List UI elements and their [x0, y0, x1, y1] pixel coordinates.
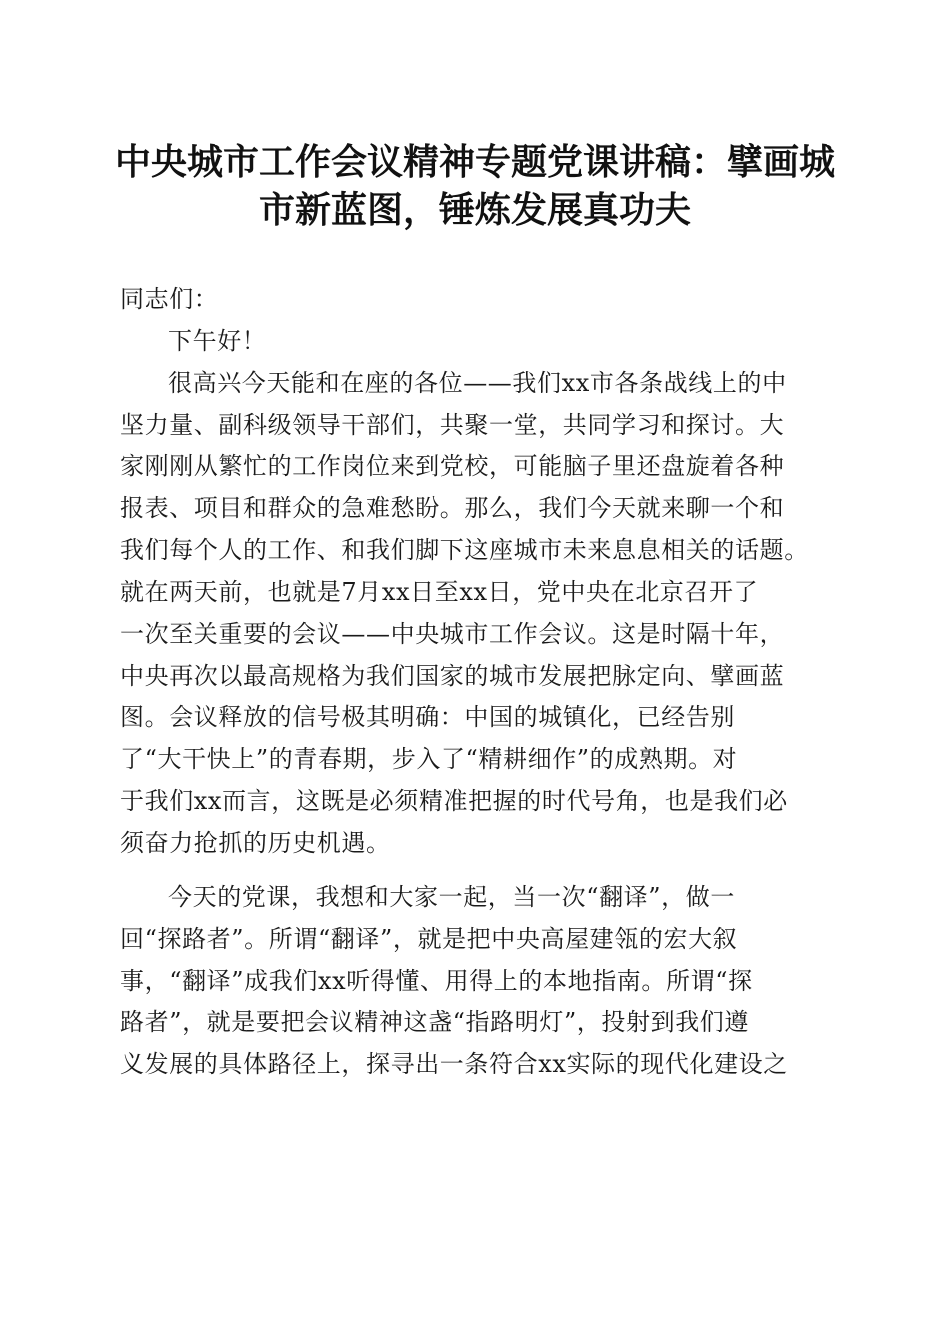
greeting: 下午好！ — [168, 326, 267, 355]
paragraph-line: 义发展的具体路径上，探寻出一条符合xx实际的现代化建设之 — [120, 1050, 788, 1079]
paragraph-line: 于我们xx而言，这既是必须精准把握的时代号角，也是我们必 — [120, 787, 788, 816]
paragraph-line: 我们每个人的工作、和我们脚下这座城市未来息息相关的话题。 — [120, 536, 809, 565]
paragraph-line: 家刚刚从繁忙的工作岗位来到党校，可能脑子里还盘旋着各种 — [120, 452, 785, 481]
paragraph-line: 了“大干快上”的青春期，步入了“精耕细作”的成熟期。对 — [120, 745, 738, 774]
document-title — [100, 138, 850, 234]
paragraph-line: 须奋力抢抓的历史机遇。 — [120, 828, 391, 857]
paragraph-line: 坚力量、副科级领导干部们，共聚一堂，共同学习和探讨。大 — [120, 410, 785, 439]
paragraph-line: 路者”，就是要把会议精神这盏“指路明灯”，投射到我们遵 — [120, 1008, 750, 1037]
paragraph-line: 图。会议释放的信号极其明确：中国的城镇化，已经告别 — [120, 703, 735, 732]
paragraph-line: 今天的党课，我想和大家一起，当一次“翻译”，做一 — [168, 882, 735, 911]
paragraph-spacer — [120, 865, 840, 877]
paragraph-line: 一次至关重要的会议——中央城市工作会议。这是时隔十年， — [120, 619, 785, 648]
title-line-1: 中央城市工作会议精神专题党课讲稿：擘画城 — [114, 141, 835, 183]
paragraph-line: 事，“翻译”成我们xx听得懂、用得上的本地指南。所谓“探 — [120, 966, 753, 995]
paragraph-1 — [120, 363, 840, 865]
document-body — [120, 279, 840, 1086]
paragraph-line: 很高兴今天能和在座的各位——我们xx市各条战线上的中 — [168, 368, 787, 397]
paragraph-line: 回“探路者”。所谓“翻译”，就是把中央高屋建瓴的宏大叙 — [120, 924, 738, 953]
paragraph-line: 就在两天前，也就是7月xx日至xx日，党中央在北京召开了 — [120, 577, 759, 606]
paragraph-line: 中央再次以最高规格为我们国家的城市发展把脉定向、擘画蓝 — [120, 661, 785, 690]
salutation: 同志们： — [120, 285, 219, 313]
title-line-2: 市新蓝图，锤炼发展真功夫 — [258, 189, 691, 231]
paragraph-line: 报表、项目和群众的急难愁盼。那么，我们今天就来聊一个和 — [120, 494, 785, 523]
paragraph-2 — [120, 877, 840, 1086]
